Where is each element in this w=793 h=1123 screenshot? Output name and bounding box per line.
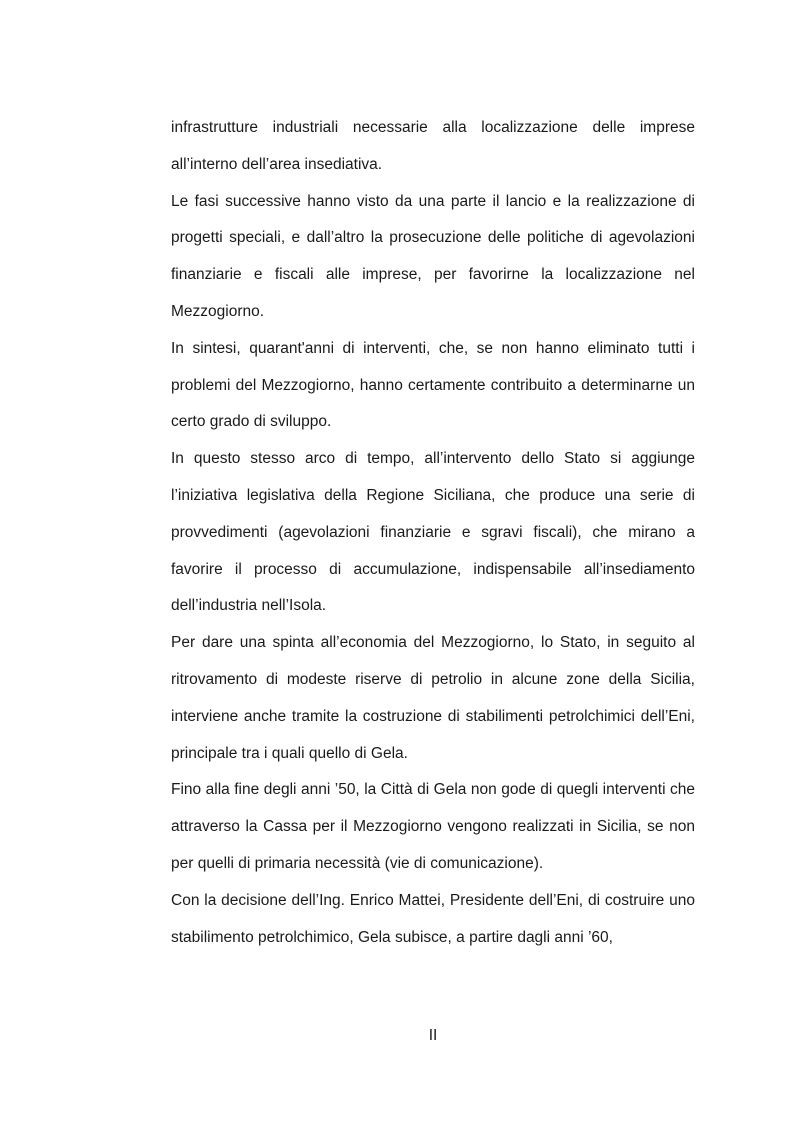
paragraph-5: Per dare una spinta all’economia del Mezzogiorno, lo Stato, in seguito al ritrovamento di modeste riserve di petrolio in alcune zone della Sicilia, interviene anche tramite la costruzione di stabilimenti petrolchimici dell’Eni, principale tra i quali quello di Gela. <box>171 634 695 762</box>
paragraph-2: Le fasi successive hanno visto da una parte il lancio e la realizzazione di progetti speciali, e dall’altro la prosecuzione delle politiche di agevolazioni finanziarie e fiscali alle imprese, per favorirne la localizzazione nel Mezzogiorno. <box>171 192 695 320</box>
paragraph-4: In questo stesso arco di tempo, all’intervento dello Stato si aggiunge l’iniziativa legislativa della Regione Siciliana, che produce una serie di provvedimenti (agevolazioni finanziarie e sgravi fiscali), che mirano a favorire il processo di accumulazione, indispensabile all’insediamento dell’industria nell’Isola. <box>171 450 695 615</box>
paragraph-7: Con la decisione dell’Ing. Enrico Mattei, Presidente dell’Eni, di costruire uno stabilimento petrolchimico, Gela subisce, a partire dagli anni ’60, <box>171 891 695 946</box>
page-number: II <box>428 1027 438 1044</box>
paragraph-1: infrastrutture industriali necessarie alla localizzazione delle imprese all’interno dell’area insediativa. <box>171 119 695 173</box>
paragraph-6: Fino alla fine degli anni ’50, la Città di Gela non gode di quegli interventi che attraverso la Cassa per il Mezzogiorno vengono realizzati in Sicilia, se non per quelli di primaria necessità (vie di comunicazione). <box>171 781 695 872</box>
body-text <box>171 110 695 956</box>
paragraph-3: In sintesi, quarant'anni di interventi, che, se non hanno eliminato tutti i problemi del Mezzogiorno, hanno certamente contribuito a determinarne un certo grado di sviluppo. <box>171 339 695 431</box>
